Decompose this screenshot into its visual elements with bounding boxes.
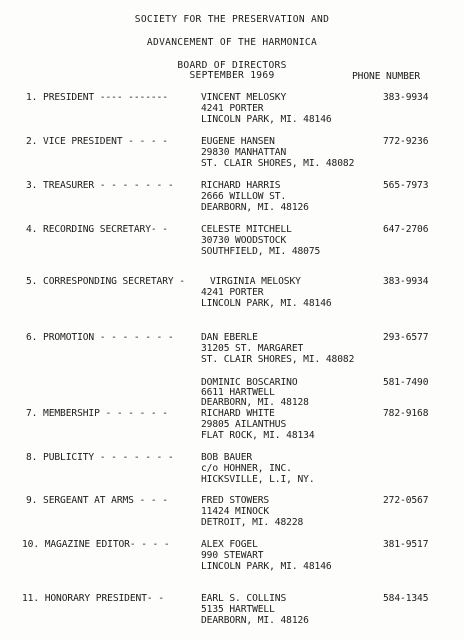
position-label: 10. MAGAZINE EDITOR- - - - (22, 539, 170, 550)
phone-number: 584-1345 (383, 593, 429, 604)
address-line-2: DEARBORN, MI. 48126 (201, 202, 309, 213)
phone-number: 782-9168 (383, 408, 429, 419)
address-line-2: DETROIT, MI. 48228 (201, 517, 304, 528)
header-line-date: SEPTEMBER 1969 (189, 70, 275, 81)
director-name: BOB BAUER (201, 452, 253, 463)
position-label: 3. TREASURER - - - - - - - (26, 180, 174, 191)
position-label: 6. PROMOTION - - - - - - - (26, 332, 174, 343)
position-label: 2. VICE PRESIDENT - - - - (26, 136, 168, 147)
phone-number: 565-7973 (383, 180, 429, 191)
address-line-1: 31205 ST. MARGARET (201, 343, 304, 354)
position-label: 7. MEMBERSHIP - - - - - - (26, 408, 168, 419)
address-line-2: LINCOLN PARK, MI. 48146 (201, 114, 332, 125)
address-line-1: 4241 PORTER (201, 103, 264, 114)
director-name: DOMINIC BOSCARINO (201, 377, 298, 388)
position-label: 8. PUBLICITY - - - - - - - (26, 452, 174, 463)
phone-number: 381-9517 (383, 539, 429, 550)
address-line-1: 2666 WILLOW ST. (201, 191, 287, 202)
address-line-1: 4241 PORTER (201, 287, 264, 298)
address-line-1: 990 STEWART (201, 550, 264, 561)
director-name: VINCENT MELOSKY (201, 92, 287, 103)
director-name: EUGENE HANSEN (201, 136, 275, 147)
phone-number: 581-7490 (383, 377, 429, 388)
address-line-1: 11424 MINOCK (201, 506, 270, 517)
address-line-2: DEARBORN, MI. 48126 (201, 615, 309, 626)
phone-number: 772-9236 (383, 136, 429, 147)
position-label: 11. HONORARY PRESIDENT- - (22, 593, 164, 604)
phone-number: 383-9934 (383, 92, 429, 103)
director-name: VIRGINIA MELOSKY (210, 276, 301, 287)
address-line-1: 30730 WOODSTOCK (201, 235, 287, 246)
address-line-2: HICKSVILLE, L.I, NY. (201, 474, 315, 485)
phone-number: 383-9934 (383, 276, 429, 287)
director-name: RICHARD WHITE (201, 408, 275, 419)
header-line-board: BOARD OF DIRECTORS (177, 60, 287, 71)
header-line-advancement: ADVANCEMENT OF THE HARMONICA (146, 37, 318, 48)
position-label: 4. RECORDING SECRETARY- - (26, 224, 168, 235)
director-name: ALEX FOGEL (201, 539, 258, 550)
address-line-2: ST. CLAIR SHORES, MI. 48082 (201, 158, 355, 169)
director-name: RICHARD HARRIS (201, 180, 281, 191)
phone-number-column-header: PHONE NUMBER (352, 71, 421, 82)
director-name: CELESTE MITCHELL (201, 224, 292, 235)
director-name: DAN EBERLE (201, 332, 258, 343)
phone-number: 293-6577 (383, 332, 429, 343)
header-line-society: SOCIETY FOR THE PRESERVATION AND (134, 14, 330, 25)
address-line-1: 29805 AILANTHUS (201, 419, 287, 430)
address-line-2: FLAT ROCK, MI. 48134 (201, 430, 315, 441)
address-line-2: LINCOLN PARK, MI. 48146 (201, 561, 332, 572)
address-line-2: LINCOLN PARK, MI. 48146 (201, 298, 332, 309)
position-label: 9. SERGEANT AT ARMS - - - (26, 495, 168, 506)
address-line-2: ST. CLAIR SHORES, MI. 48082 (201, 354, 355, 365)
address-line-1: 29830 MANHATTAN (201, 147, 287, 158)
address-line-1: c/o HOHNER, INC. (201, 463, 292, 474)
phone-number: 647-2706 (383, 224, 429, 235)
address-line-1: 6611 HARTWELL (201, 387, 275, 398)
director-name: FRED STOWERS (201, 495, 270, 506)
phone-number: 272-0567 (383, 495, 429, 506)
position-label: 5. CORRESPONDING SECRETARY - (26, 276, 185, 287)
address-line-2: SOUTHFIELD, MI. 48075 (201, 246, 321, 257)
director-name: EARL S. COLLINS (201, 593, 287, 604)
address-line-1: 5135 HARTWELL (201, 604, 275, 615)
position-label: 1. PRESIDENT ---- ------- (26, 92, 168, 103)
address-line-2: DEARBORN, MI. 48128 (201, 397, 309, 408)
